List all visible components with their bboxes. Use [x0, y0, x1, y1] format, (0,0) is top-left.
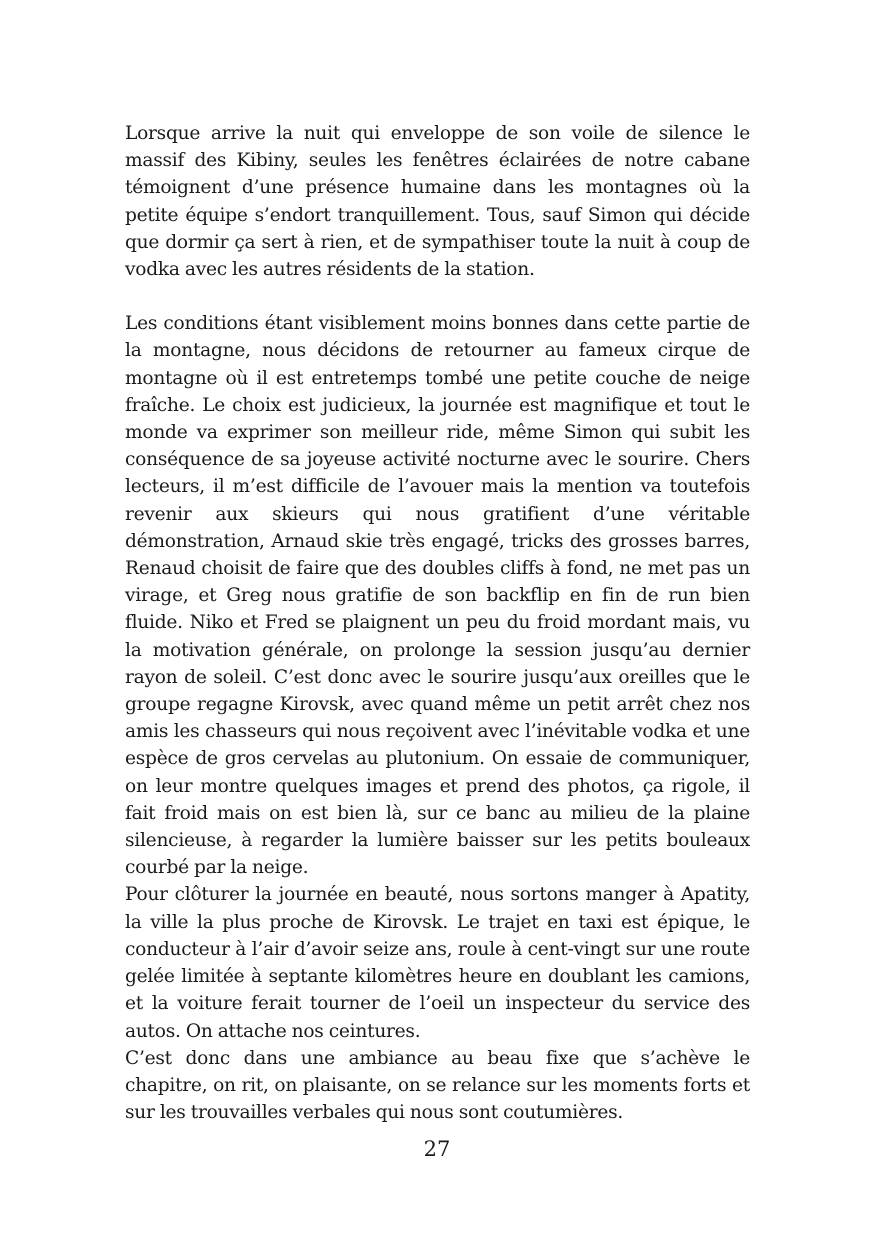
paragraph-skiing-day: Les conditions étant visiblement moins bonnes dans cette partie de la montagne, nous décidons de retourner au fameux cirque de montagne où il est entretemps tombé une petite couche de neige fraîche. Le choix est judicieux, la journée est magnifique et tout le monde va exprimer son meilleur ride, même Simon qui subit les conséquence de sa joyeuse activité nocturne avec le sourire. Chers lecteurs, il m’est difficile de l’avouer mais la mention va toutefois revenir aux skieurs qui nous gratifient d’une véritable démonstration, Arnaud skie très engagé, tricks des grosses barres, Renaud choisit de faire que des doubles cliffs à fond, ne met pas un virage, et Greg nous gratifie de son backflip en fin de run bien fluide. Niko et Fred se plaignent un peu du froid mordant mais, vu la motivation générale, on prolonge la session jusqu’au dernier rayon de soleil. C’est donc avec le sourire jusqu’aux oreilles que le groupe regagne Kirovsk, avec quand même un petit arrêt chez nos amis les chasseurs qui nous reçoivent avec l’inévitable vodka et une espèce de gros cervelas au plutonium. On essaie de communiquer, on leur montre quelques images et prend des photos, ça rigole, il fait froid mais on est bien là, sur ce banc au milieu de la plaine silencieuse, à regarder la lumière baisser sur les petits bouleaux courbé par la neige. [125, 313, 750, 879]
body-text [125, 120, 750, 1126]
paragraph-night-cabin: Lorsque arrive la nuit qui enveloppe de son voile de silence le massif des Kibiny, seules les fenêtres éclairées de notre cabane témoignent d’une présence humaine dans les montagnes où la petite équipe s’endort tranquillement. Tous, sauf Simon qui décide que dormir ça sert à rien, et de sympathiser toute la nuit à coup de vodka avec les autres résidents de la station. [125, 123, 750, 281]
paragraph-chapter-end: C’est donc dans une ambiance au beau fixe que s’achève le chapitre, on rit, on plaisante, on se relance sur les moments forts et sur les trouvailles verbales qui nous sont coutumières. [125, 1047, 750, 1124]
paragraph-apatity-dinner: Pour clôturer la journée en beauté, nous sortons manger à Apatity, la ville la plus proche de Kirovsk. Le trajet en taxi est épique, le conducteur à l’air d’avoir seize ans, roule à cent-vingt sur une route gelée limitée à septante kilomètres heure en doublant les camions, et la voiture ferait tourner de l’oeil un inspecteur du service des autos. On attache nos ceintures. [125, 884, 750, 1042]
page-number: 27 [423, 1137, 451, 1161]
